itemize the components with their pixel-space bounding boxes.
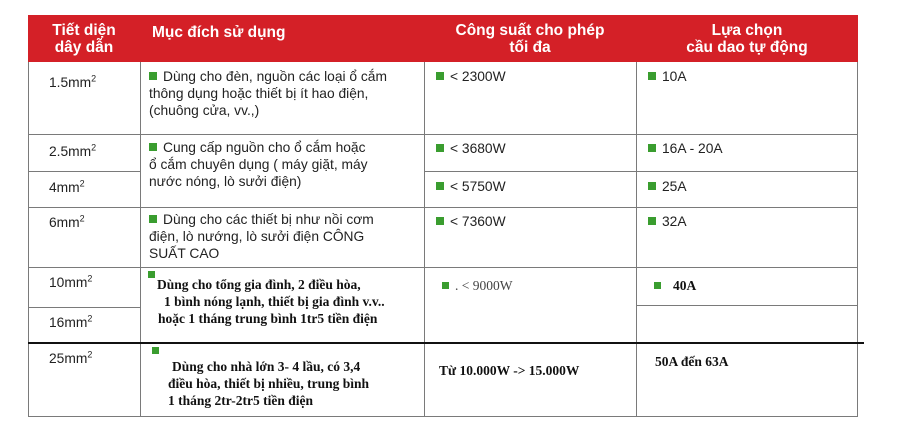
power-cell [436,213,506,230]
purpose-line: điện, lò nướng, lò sưởi điện CÔNG [149,229,365,244]
power-value: . < 9000W [455,278,513,293]
size-value: 4mm [49,180,80,195]
grid-line [424,171,858,172]
breaker-cell [648,178,687,195]
grid-line [28,307,140,308]
power-value: < 3680W [450,141,506,156]
purpose-line: 1 bình nóng lạnh, thiết bị gia đình v.v.. [164,294,385,309]
purpose-cell [149,139,424,190]
power-cell [442,277,512,295]
header-breaker-line2: cầu dao tự động [686,39,808,56]
breaker-cell [648,140,723,157]
header-breaker-line1: Lựa chọn [711,22,783,39]
size-superscript: 2 [87,349,93,360]
size-superscript: 2 [87,273,93,284]
purpose-cell [149,211,424,262]
header-purpose [140,15,424,62]
header-max-power [424,15,636,62]
bullet-icon [442,282,449,289]
bullet-icon [648,217,656,225]
bullet-icon [436,72,444,80]
purpose-line: Dùng cho các thiết bị như nồi cơm [163,212,374,227]
grid-line [28,267,858,268]
bullet-icon [149,72,157,80]
size-superscript: 2 [79,178,85,189]
purpose-line: Dùng cho nhà lớn 3- 4 lầu, có 3,4 [172,359,361,374]
breaker-value: 10A [662,69,687,84]
grid-line [636,62,637,417]
grid-line [28,62,29,417]
bullet-icon [436,144,444,152]
power-cell [436,68,506,85]
breaker-cell [655,353,729,370]
header-wire-size [28,15,140,62]
purpose-cell [149,68,424,119]
breaker-value: 50A đến 63A [655,354,729,369]
grid-line [636,305,858,306]
purpose-line: thông dụng hoặc thiết bị ít hao điện, [149,86,369,101]
size-cell [49,314,92,331]
size-value: 25mm [49,351,88,366]
power-value: Từ 10.000W -> 15.000W [439,363,580,378]
header-wire-size-line2: dây dẫn [54,39,114,56]
grid-line [28,207,858,208]
size-cell [49,274,92,291]
power-value: < 2300W [450,69,506,84]
bullet-icon [149,215,157,223]
purpose-line: (chuông cửa, vv.,) [149,103,260,118]
bullet-icon [654,282,661,289]
breaker-value: 40A [673,278,697,293]
size-superscript: 2 [91,142,97,153]
size-value: 2.5mm [49,144,92,159]
purpose-line: Dùng cho tổng gia đình, 2 điều hòa, [157,277,361,292]
grid-line [28,134,858,135]
breaker-cell [654,277,696,295]
bullet-icon [152,347,159,354]
bullet-icon [648,144,656,152]
bullet-icon [648,182,656,190]
size-value: 16mm [49,315,88,330]
size-superscript: 2 [87,313,93,324]
grid-line [28,416,858,417]
purpose-cell [148,269,424,327]
wire-size-table [28,15,858,417]
size-cell [49,350,92,367]
grid-line [424,62,425,417]
purpose-line: 1 tháng 2tr-2tr5 tiền điện [168,393,313,408]
purpose-line: SUẤT CAO [149,246,220,261]
size-value: 10mm [49,275,88,290]
grid-line [28,171,140,172]
header-max-power-line2: tối đa [509,39,551,56]
header-max-power-line1: Công suất cho phép [455,22,605,39]
header-breaker [636,15,858,62]
size-cell [49,143,96,160]
breaker-cell [648,213,687,230]
power-cell [436,178,506,195]
size-cell [49,74,96,91]
bullet-icon [648,72,656,80]
grid-line [28,342,864,344]
purpose-cell [152,345,424,409]
breaker-cell [648,68,687,85]
size-cell [49,214,85,231]
power-cell [439,362,579,379]
purpose-line: điều hòa, thiết bị nhiều, trung bình [168,376,370,391]
size-cell [49,179,85,196]
bullet-icon [436,217,444,225]
header-purpose-label: Mục đích sử dụng [152,24,286,41]
purpose-line: ổ cắm chuyên dụng ( máy giặt, máy [149,157,368,172]
size-value: 6mm [49,215,80,230]
breaker-value: 25A [662,179,687,194]
purpose-line: Dùng cho đèn, nguồn các loại ổ cắm [163,69,387,84]
size-value: 1.5mm [49,75,92,90]
power-value: < 5750W [450,179,506,194]
power-cell [436,140,506,157]
grid-line [857,62,858,417]
grid-line [140,62,141,417]
power-value: < 7360W [450,214,506,229]
size-superscript: 2 [79,213,85,224]
purpose-line: hoặc 1 tháng trung bình 1tr5 tiền điện [158,311,378,326]
bullet-icon [436,182,444,190]
bullet-icon [149,143,157,151]
header-wire-size-line1: Tiết diện [52,22,116,39]
size-superscript: 2 [91,73,97,84]
purpose-line: nước nóng, lò sưởi điện) [149,174,302,189]
breaker-value: 16A - 20A [662,141,723,156]
breaker-value: 32A [662,214,687,229]
bullet-icon [148,271,155,278]
purpose-line: Cung cấp nguồn cho ổ cắm hoặc [163,140,366,155]
